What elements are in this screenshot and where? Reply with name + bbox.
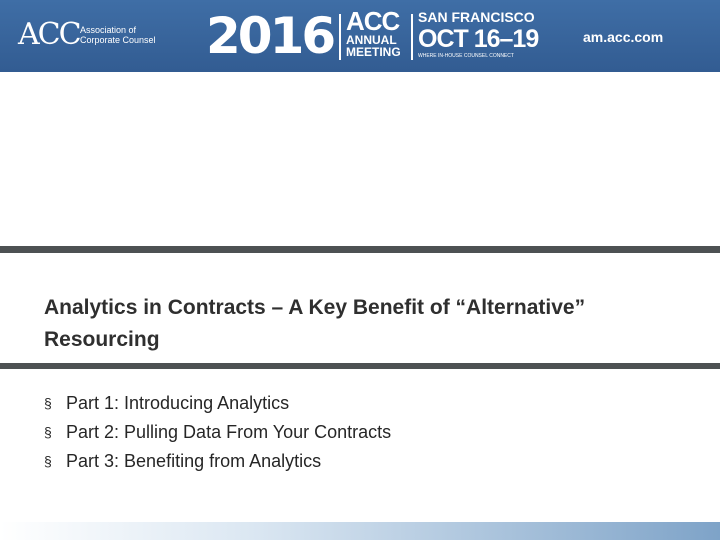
event-tagline: WHERE IN-HOUSE COUNSEL CONNECT <box>418 53 514 59</box>
header-divider <box>339 14 341 60</box>
slide-title-line1: Analytics in Contracts – A Key Benefit of “Alternative” <box>44 296 586 319</box>
title-underline-rule <box>0 363 720 369</box>
bullet-marker-icon: § <box>44 424 52 440</box>
acc-logo-text <box>80 25 170 45</box>
agenda-item-text: Part 2: Pulling Data From Your Contracts <box>66 422 392 442</box>
footer-gradient-bar <box>0 522 720 540</box>
acc-logo <box>18 16 158 56</box>
slide-title-line2: Resourcing <box>44 328 160 351</box>
event-city: SAN FRANCISCO <box>418 9 535 25</box>
annual-meeting-label <box>346 8 406 58</box>
meeting-label: MEETING <box>346 45 401 59</box>
acc-logo-text-line1: Association of <box>80 25 137 35</box>
event-year: 2016 <box>206 7 334 65</box>
top-rule <box>0 246 720 253</box>
annual-label: ANNUAL <box>346 33 397 47</box>
acc-logo-text-line2: Corporate Counsel <box>80 35 156 45</box>
acc-label: ACC <box>346 6 400 36</box>
website-url: am.acc.com <box>583 29 664 45</box>
acc-logo-letters: ACC <box>18 17 80 52</box>
agenda-item <box>44 418 684 447</box>
agenda-item <box>44 447 684 476</box>
bullet-marker-icon: § <box>44 395 52 411</box>
conference-header-banner <box>0 0 720 72</box>
event-location-dates <box>418 9 548 60</box>
agenda-item-text: Part 3: Benefiting from Analytics <box>66 451 322 471</box>
slide-title <box>44 292 704 356</box>
agenda-list <box>44 389 684 476</box>
bullet-marker-icon: § <box>44 453 52 469</box>
acc-logo-mark <box>18 16 80 56</box>
header-divider <box>411 14 413 60</box>
agenda-item-text: Part 1: Introducing Analytics <box>66 393 290 413</box>
agenda-item <box>44 389 684 418</box>
event-dates: OCT 16–19 <box>418 25 539 53</box>
